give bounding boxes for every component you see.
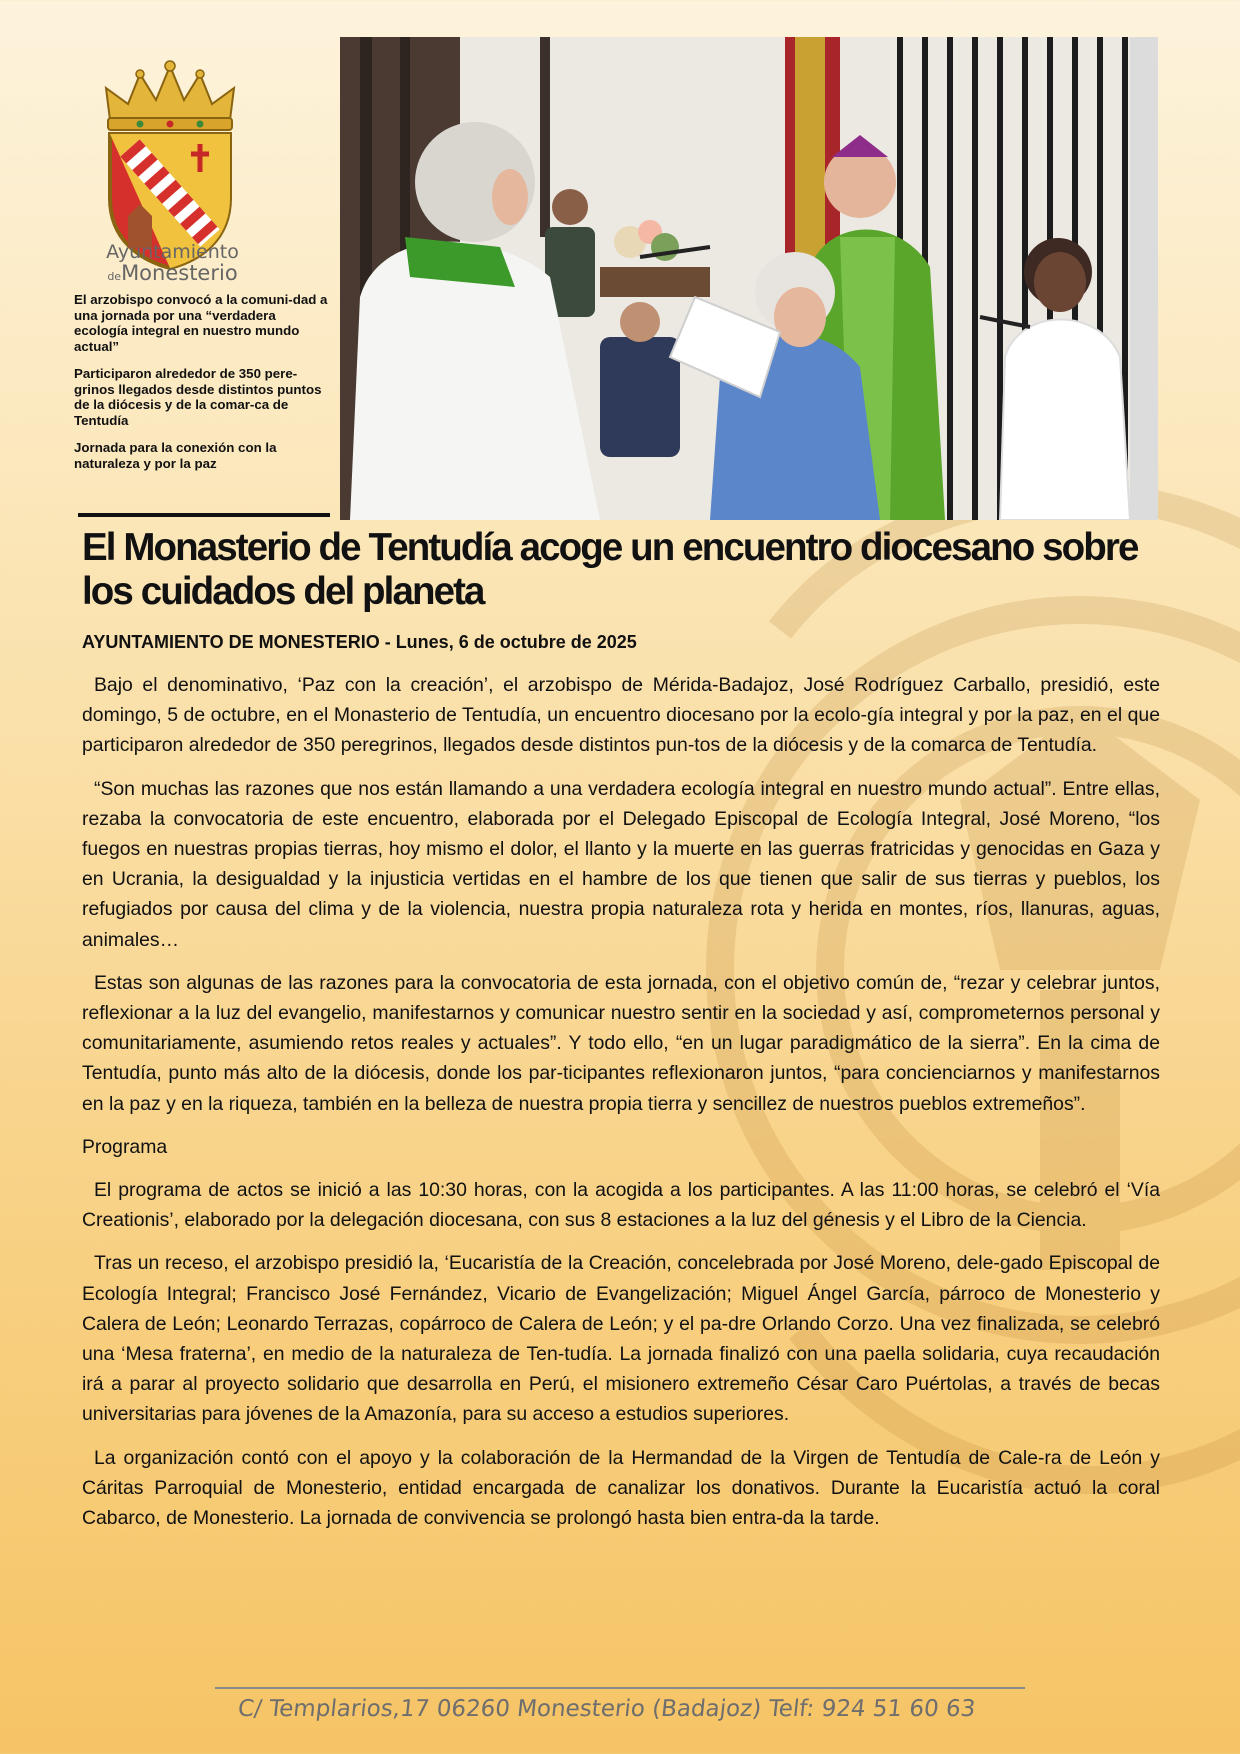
footer-address: C/ Templarios,17 06260 Monesterio (Badajoz) Telf: 924 51 60 63 [236, 1696, 977, 1722]
crown-icon [106, 61, 234, 130]
article-headline: El Monasterio de Tentudía acoge un encuentro diocesano sobre los cuidados del planeta [82, 526, 1138, 613]
highlight-item: El arzobispo convocó a la comuni-dad a una jornada por una “verdadera ecología integral en nuestro mundo actual” [74, 292, 328, 354]
article-paragraph: Bajo el denominativo, ‘Paz con la creación’, el arzobispo de Mérida-Badajoz, José Rodríguez Carballo, presidió, este domingo, 5 de octubre, en el Monasterio de Tentudía, un encuentro diocesano por la ecolo-gía integral y por la paz, en el que participaron alrededor de 350 peregrinos, llegados desde distintos pun-tos de la diócesis y de la comarca de Tentudía. [82, 674, 1160, 757]
ceremony-photo [340, 37, 1158, 520]
article-body [82, 670, 1160, 1546]
wordmark-line-1: Ayuntamiento [106, 241, 239, 263]
article-highlights [74, 292, 328, 483]
highlight-item: Jornada para la conexión con la naturaleza y por la paz [74, 440, 277, 471]
article-paragraph: Estas son algunas de las razones para la convocatoria de esta jornada, con el objetivo común de, “rezar y celebrar juntos, reflexionar a la luz del evangelio, manifestarnos y comunicar nuestro sentir en la sociedad y así, comprometernos personal y comunitariamente, asumiendo retos reales y actuales”. Y todo ello, “en un lugar paradigmático de la sierra”. En la cima de Tentudía, punto más alto de la diócesis, donde los par-ticipantes reflexionaron juntos, “para concienciarnos y manifestarnos en la paz y en la riqueza, también en la belleza de nuestra propia tierra y sencillez de nuestros pueblos extremeños”. [82, 971, 1160, 1115]
wordmark-line-2: deMonesterio [107, 261, 238, 285]
article-paragraph: Tras un receso, el arzobispo presidió la, ‘Eucaristía de la Creación, concelebrada por José Moreno, dele-gado Episcopal de Ecología Integral; Francisco José Fernández, Vicario de Evangelización; Miguel Ángel García, párroco de Monesterio y Calera de León; Leonardo Terrazas, copárroco de Calera de León; y el pa-dre Orlando Corzo. Una vez finalizada, se celebró una ‘Mesa fraterna’, en medio de la naturaleza de Ten-tudía. La jornada finalizó con una paella solidaria, cuya recaudación irá a parar al proyecto solidario que desarrolla en Perú, el misionero extremeño César Caro Puértolas, a través de becas universitarias para jóvenes de la Amazonía, para su acceso a estudios superiores. [82, 1252, 1160, 1426]
article-paragraph: “Son muchas las razones que nos están llamando a una verdadera ecología integral en nuestro mundo actual”. Entre ellas, rezaba la convocatoria de este encuentro, elaborada por el Delegado Episcopal de Ecología Integral, José Moreno, “los fuegos en nuestras propias tierras, hoy mismo el dolor, el llanto y la muerte en las guerras fratricidas y genocidas en Gaza y en Ucrania, la desigualdad y la injusticia vertidas en el hambre de los que tienen que salir de sus tierras y pueblos, los refugiados por causa del clima y de la violencia, nuestra propia naturaleza rota y herida en montes, ríos, llanuras, aguas, animales… [82, 777, 1160, 951]
article-paragraph: El programa de actos se inició a las 10:30 horas, con la acogida a los participantes. A las 11:00 horas, se celebró el ‘Vía Creationis’, elaborado por la delegación diocesana, con sus 8 estaciones a la luz del génesis y el Libro de la Ciencia. [82, 1179, 1160, 1232]
ayuntamiento-wordmark [80, 243, 265, 284]
footer-divider [215, 1687, 1025, 1689]
article-paragraph: La organización contó con el apoyo y la colaboración de la Hermandad de la Virgen de Tentudía de Cale-ra de León y Cáritas Parroquial de Monesterio, entidad encargada de canalizar los donativos. Durante la Eucaristía actuó la coral Cabarco, de Monesterio. La jornada de convivencia se prolongó hasta bien entra-da la tarde. [82, 1446, 1160, 1530]
article-subheading: Programa [82, 1135, 168, 1158]
highlights-divider [78, 513, 330, 517]
highlight-item: Participaron alrededor de 350 pere-grinos llegados desde distintos puntos de la diócesis y de la comar-ca de Tentudía [74, 366, 322, 428]
article-byline: AYUNTAMIENTO DE MONESTERIO - Lunes, 6 de octubre de 2025 [82, 632, 637, 652]
